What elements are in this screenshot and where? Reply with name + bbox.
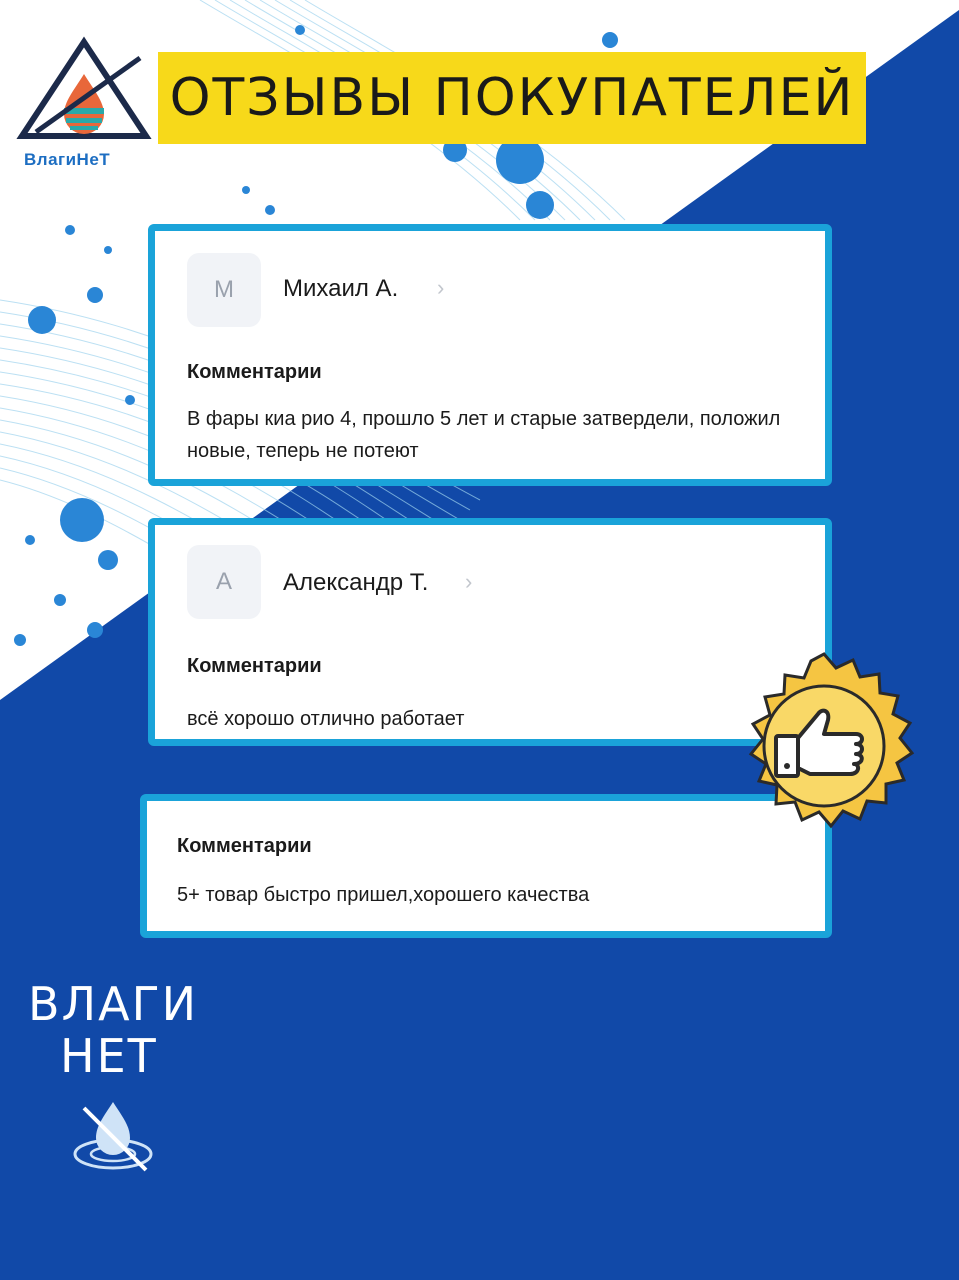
comment-text: В фары киа рио 4, прошло 5 лет и старые затвердели, положил новые, теперь не потеют (187, 408, 781, 462)
review-card (148, 224, 832, 486)
brand-line-2: НЕТ (60, 1029, 158, 1083)
comment-label: Комментарии (187, 361, 322, 383)
no-water-drop-icon (70, 1098, 156, 1176)
comment-label: Комментарии (187, 655, 322, 677)
chevron-right-icon[interactable]: › (465, 569, 473, 594)
header-banner (158, 52, 866, 144)
logo-text: ВлагиНеТ (24, 150, 111, 169)
comment-text: 5+ товар быстро пришел,хорошего качества (177, 884, 590, 906)
avatar: А (187, 545, 261, 619)
comment-text: всё хорошо отлично работает (187, 708, 465, 730)
avatar: М (187, 253, 261, 327)
thumbs-up-badge-icon (726, 650, 922, 846)
review-author[interactable]: Александр Т. (283, 569, 429, 596)
chevron-right-icon[interactable]: › (437, 275, 445, 300)
review-author[interactable]: Михаил А. (283, 275, 399, 302)
brand-name (28, 978, 198, 1082)
comment-label: Комментарии (177, 835, 312, 857)
page-title: ОТЗЫВЫ ПОКУПАТЕЛЕЙ (169, 68, 855, 128)
brand-line-1: ВЛАГИ (28, 977, 199, 1031)
